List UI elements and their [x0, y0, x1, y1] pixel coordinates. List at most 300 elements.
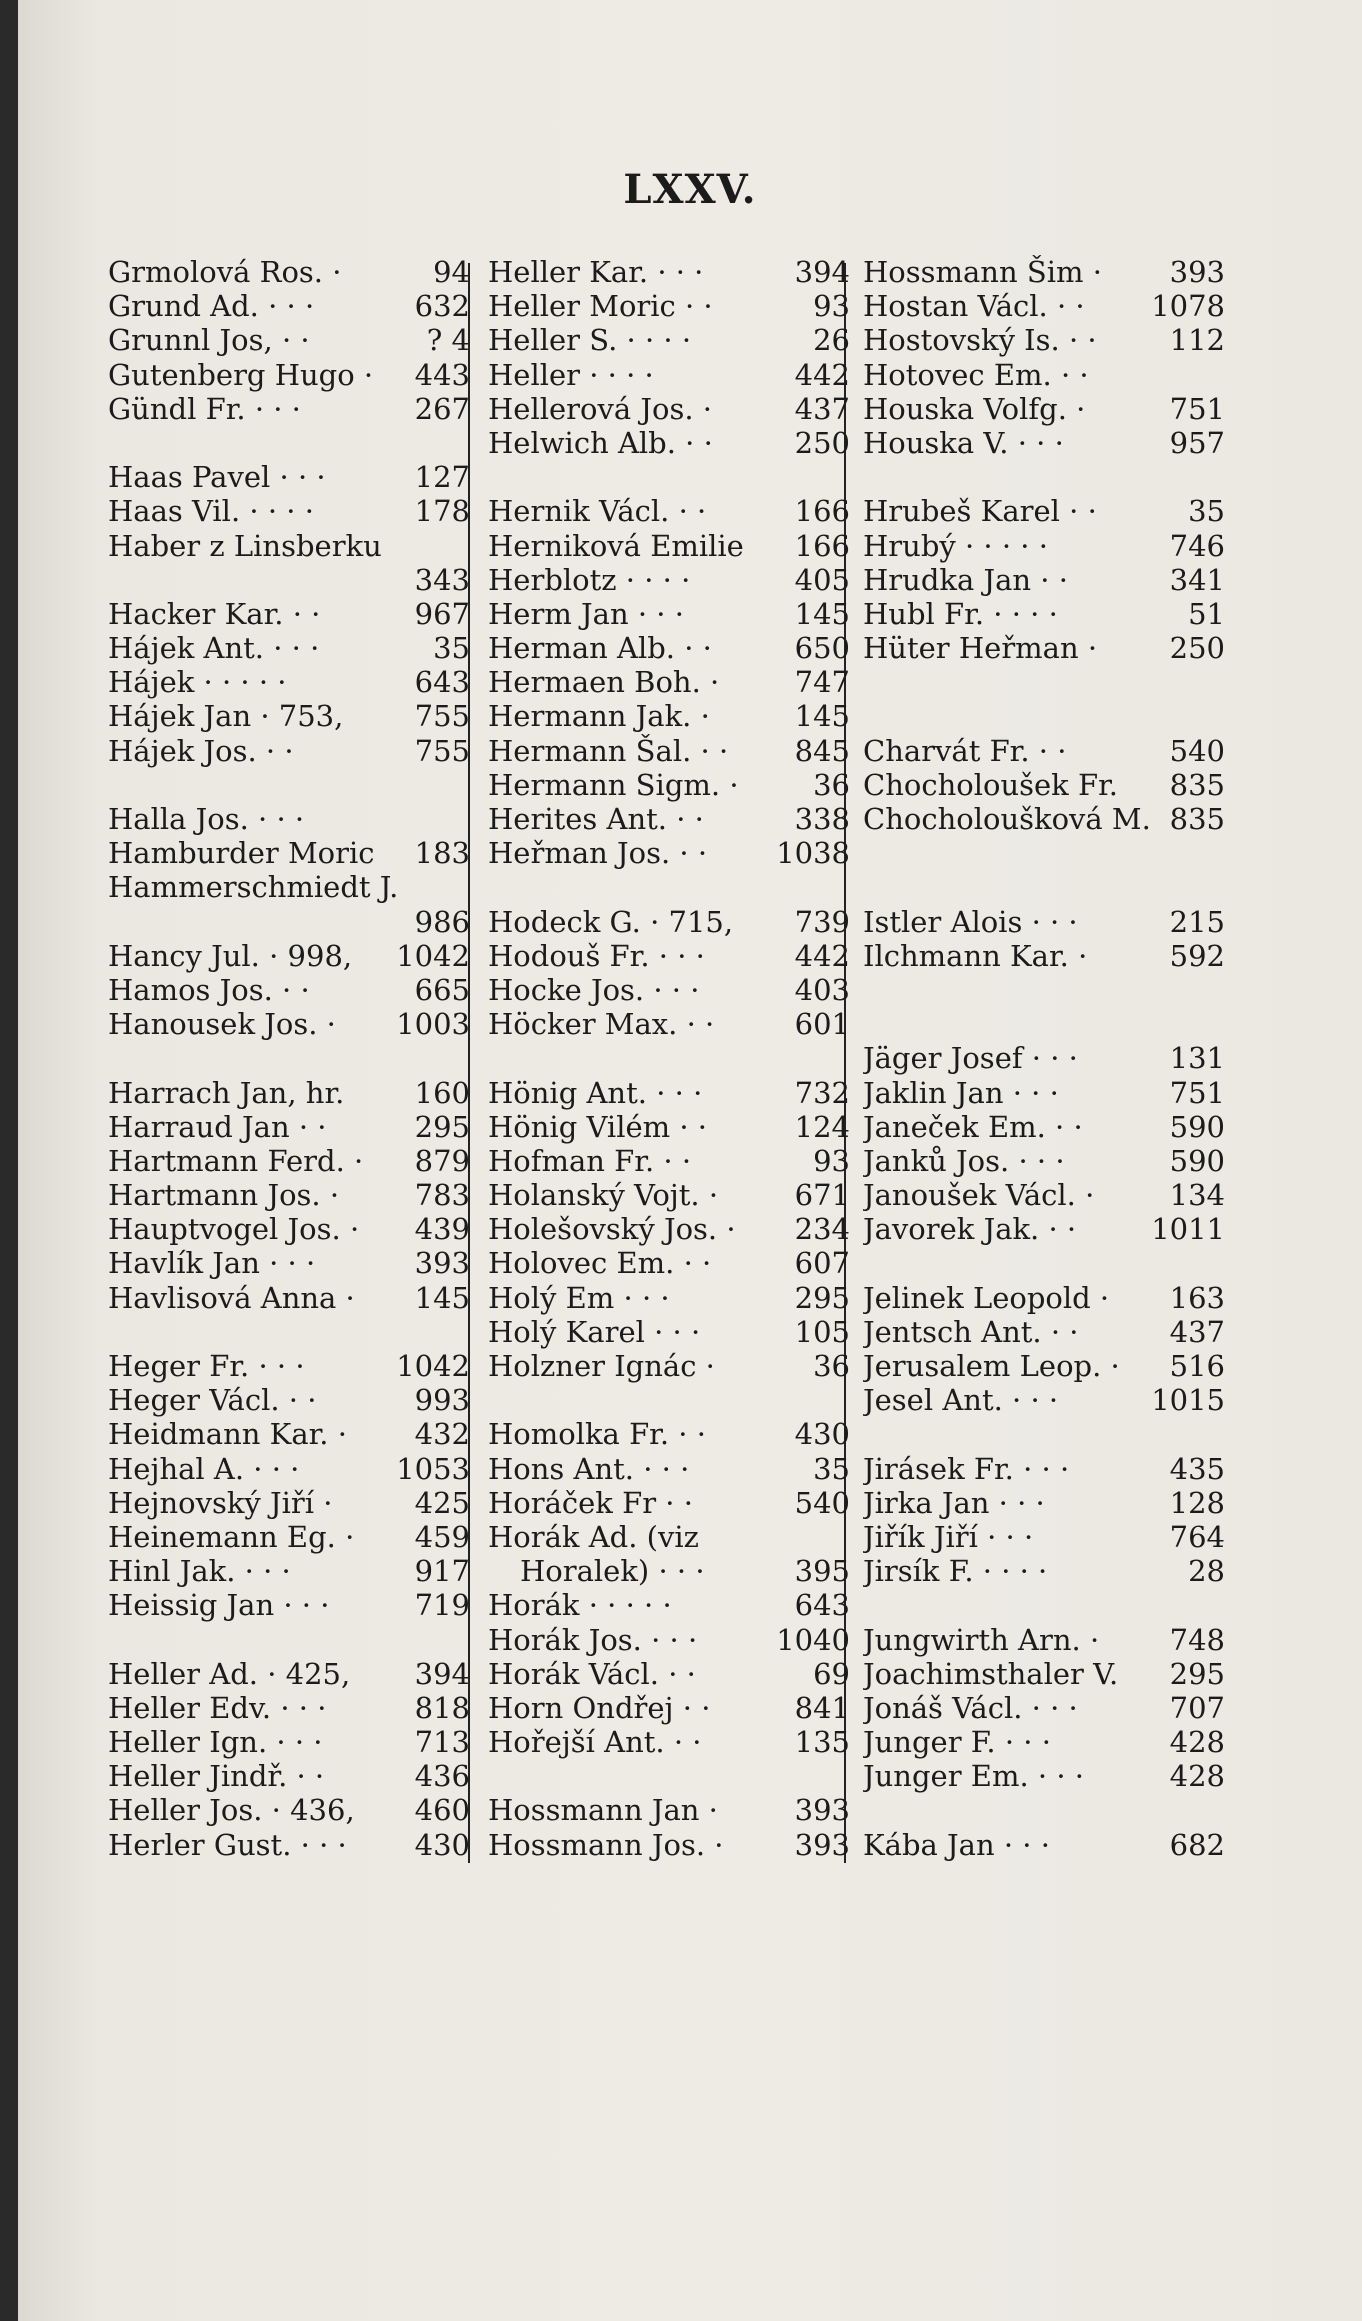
- entry-name: Javorek Jak. · ·: [863, 1212, 1077, 1247]
- entry-name: Houska V. · · ·: [863, 425, 1064, 460]
- index-entry: [488, 529, 850, 563]
- entry-pages: 124: [794, 1109, 850, 1144]
- entry-name: Herman Alb. · ·: [488, 631, 712, 666]
- entry-pages: 112: [1169, 323, 1225, 358]
- entry-name: Heger Václ. · ·: [108, 1383, 317, 1418]
- index-entry: [108, 1144, 470, 1178]
- index-entry: [863, 323, 1225, 357]
- entry-name: Hüter Heřman ·: [863, 631, 1098, 666]
- index-entry: [488, 665, 850, 699]
- index-page: [18, 0, 1362, 2321]
- index-entry: [108, 1452, 470, 1486]
- entry-name: Heger Fr. · · ·: [108, 1349, 305, 1383]
- entry-gap: [863, 460, 1225, 494]
- entry-pages: 343: [414, 562, 470, 597]
- entry-name: Heller Edv. · · ·: [108, 1690, 327, 1725]
- index-entry: [488, 1828, 850, 1862]
- entry-name: Holý Em · · ·: [488, 1280, 670, 1315]
- entry-pages: 755: [414, 733, 470, 768]
- entry-gap: [863, 1246, 1225, 1280]
- index-entry: [863, 426, 1225, 460]
- entry-gap: [863, 870, 1225, 904]
- index-entry: [488, 1315, 850, 1349]
- index-entry: [488, 426, 850, 460]
- entry-name: Jentsch Ant. · ·: [863, 1314, 1079, 1349]
- entry-name: Hellerová Jos. ·: [488, 391, 712, 426]
- entry-name: Hacker Kar. · ·: [108, 596, 321, 631]
- index-entry: [488, 1691, 850, 1725]
- entry-pages: 732: [794, 1075, 850, 1110]
- entry-name: Harraud Jan · ·: [108, 1109, 327, 1144]
- entry-gap: [108, 768, 470, 802]
- index-column-2: [488, 255, 850, 1862]
- entry-pages: 403: [794, 972, 850, 1007]
- index-entry: [108, 734, 470, 768]
- index-entry: [108, 1246, 470, 1280]
- entry-pages: 35: [1188, 494, 1225, 529]
- entry-name: Heller Jindř. · ·: [108, 1759, 325, 1794]
- entry-pages: 166: [794, 494, 850, 529]
- entry-name: Herm Jan · · ·: [488, 596, 684, 631]
- entry-name: Jirsík F. · · · ·: [863, 1554, 1048, 1589]
- entry-name: Herniková Emilie: [488, 528, 744, 563]
- entry-name: Charvát Fr. · ·: [863, 733, 1067, 768]
- entry-gap: [863, 1417, 1225, 1451]
- index-entry: [488, 905, 850, 939]
- entry-name: Hostan Václ. · ·: [863, 289, 1085, 324]
- entry-name: Horák Ad. (viz: [488, 1519, 699, 1554]
- entry-name: Janků Jos. · · ·: [863, 1143, 1065, 1178]
- index-column-3: [863, 255, 1225, 1862]
- entry-name: Heinemann Eg. ·: [108, 1519, 355, 1554]
- entry-name: Hauptvogel Jos. ·: [108, 1212, 360, 1247]
- entry-pages: 295: [414, 1109, 470, 1144]
- index-entry: [863, 1657, 1225, 1691]
- entry-name: Hamos Jos. · ·: [108, 972, 310, 1007]
- entry-name: Hermann Jak. ·: [488, 699, 710, 734]
- entry-name: Hinl Jak. · · ·: [108, 1554, 291, 1589]
- entry-name: Hořejší Ant. · ·: [488, 1725, 702, 1760]
- entry-gap: [108, 1041, 470, 1075]
- entry-name: Hejhal A. · · ·: [108, 1451, 300, 1486]
- entry-name: Heller S. · · · ·: [488, 323, 692, 358]
- entry-pages: 665: [414, 972, 470, 1007]
- entry-pages: 428: [1169, 1759, 1225, 1794]
- index-entry: [108, 1076, 470, 1110]
- entry-pages: 1042: [396, 938, 470, 973]
- index-entry: [108, 1349, 470, 1383]
- index-entry: [108, 699, 470, 733]
- entry-pages: 993: [414, 1383, 470, 1418]
- entry-name: Hofman Fr. · ·: [488, 1143, 692, 1178]
- entry-name: Horák Václ. · ·: [488, 1656, 696, 1691]
- entry-pages: 393: [794, 1827, 850, 1862]
- entry-name: Jonáš Václ. · · ·: [863, 1690, 1078, 1725]
- index-entry: [863, 494, 1225, 528]
- entry-pages: 436: [414, 1759, 470, 1794]
- entry-pages: 435: [1169, 1451, 1225, 1486]
- entry-pages: 632: [414, 289, 470, 324]
- entry-gap: [488, 870, 850, 904]
- index-entry: [863, 802, 1225, 836]
- index-entry: [108, 323, 470, 357]
- entry-pages: 516: [1169, 1349, 1225, 1383]
- entry-pages: 93: [813, 1143, 850, 1178]
- entry-pages: 764: [1169, 1519, 1225, 1554]
- entry-pages: 643: [794, 1588, 850, 1623]
- entry-name: Heidmann Kar. ·: [108, 1417, 347, 1452]
- entry-name: Jaklin Jan · · ·: [863, 1075, 1059, 1110]
- index-entry: [863, 1725, 1225, 1759]
- index-entry: [108, 1793, 470, 1827]
- entry-gap: [108, 1315, 470, 1349]
- entry-name: Hrubeš Karel · ·: [863, 494, 1097, 529]
- entry-name: Heller Jos. · 436,: [108, 1793, 355, 1828]
- entry-name: Gutenberg Hugo ·: [108, 357, 374, 392]
- index-entry: [863, 1110, 1225, 1144]
- index-entry: [108, 939, 470, 973]
- index-entry: [488, 1007, 850, 1041]
- entry-name: Heissig Jan · · ·: [108, 1588, 330, 1623]
- index-entry: [108, 870, 470, 904]
- index-entry: [108, 597, 470, 631]
- entry-pages: 835: [1169, 767, 1225, 802]
- entry-gap: [863, 699, 1225, 733]
- index-entry: [863, 392, 1225, 426]
- entry-name: Holanský Vojt. ·: [488, 1178, 719, 1213]
- index-entry: [863, 1759, 1225, 1793]
- entry-pages: 26: [813, 323, 850, 358]
- index-entry: [863, 1554, 1225, 1588]
- entry-pages: 650: [794, 631, 850, 666]
- index-entry: [488, 1520, 850, 1554]
- entry-name: Grunnl Jos, · ·: [108, 323, 310, 358]
- index-entry: [108, 563, 470, 597]
- entry-pages: 643: [414, 665, 470, 700]
- entry-name: Heller Moric · ·: [488, 289, 713, 324]
- entry-name: Haas Pavel · · ·: [108, 460, 326, 495]
- entry-name: Halla Jos. · · ·: [108, 802, 305, 836]
- entry-pages: 183: [414, 836, 470, 871]
- index-entry: [108, 289, 470, 323]
- entry-pages: 428: [1169, 1725, 1225, 1760]
- entry-pages: 295: [794, 1280, 850, 1315]
- index-entry: [108, 973, 470, 1007]
- entry-name: Hossmann Jos. ·: [488, 1827, 724, 1862]
- entry-name: Heller · · · ·: [488, 357, 654, 392]
- entry-pages: 707: [1169, 1690, 1225, 1725]
- index-entry: [108, 460, 470, 494]
- index-entry: [108, 255, 470, 289]
- entry-name: Holešovský Jos. ·: [488, 1212, 736, 1247]
- entry-pages: 460: [414, 1793, 470, 1828]
- entry-name: Grmolová Ros. ·: [108, 255, 342, 289]
- entry-name: Hermann Sigm. ·: [488, 767, 739, 802]
- index-entry: [488, 973, 850, 1007]
- entry-pages: 755: [414, 699, 470, 734]
- entry-name: Jirka Jan · · ·: [863, 1485, 1045, 1520]
- entry-name: Janoušek Václ. ·: [863, 1178, 1095, 1213]
- entry-pages: 917: [414, 1554, 470, 1589]
- index-entry: [863, 734, 1225, 768]
- index-entry: [108, 1725, 470, 1759]
- entry-pages: 739: [794, 904, 850, 939]
- index-entry: [863, 1315, 1225, 1349]
- entry-pages: 437: [794, 391, 850, 426]
- entry-name: Heřman Jos. · ·: [488, 836, 708, 871]
- entry-pages: 601: [794, 1007, 850, 1042]
- entry-name: Haas Vil. · · · ·: [108, 494, 314, 529]
- index-entry: [488, 1212, 850, 1246]
- entry-name: Jerusalem Leop. ·: [863, 1349, 1120, 1383]
- entry-pages: 607: [794, 1246, 850, 1281]
- entry-pages: 405: [794, 562, 850, 597]
- entry-name: Hubl Fr. · · · ·: [863, 596, 1058, 631]
- entry-pages: 682: [1169, 1827, 1225, 1862]
- entry-name: Hermann Šal. · ·: [488, 733, 729, 768]
- entry-pages: 818: [414, 1690, 470, 1725]
- entry-pages: 35: [813, 1451, 850, 1486]
- entry-pages: 442: [794, 938, 850, 973]
- entry-name: Hossmann Šim ·: [863, 255, 1102, 289]
- index-entry: [488, 836, 850, 870]
- entry-pages: 986: [414, 904, 470, 939]
- entry-pages: 393: [1169, 255, 1225, 289]
- entry-name: Homolka Fr. · ·: [488, 1417, 706, 1452]
- index-entry: [108, 1281, 470, 1315]
- entry-pages: 748: [1169, 1622, 1225, 1657]
- index-entry: [488, 768, 850, 802]
- book-binding: [0, 0, 18, 2321]
- entry-pages: 394: [794, 255, 850, 289]
- entry-pages: 338: [794, 802, 850, 836]
- entry-pages: 1078: [1151, 289, 1225, 324]
- index-entry: [108, 1657, 470, 1691]
- index-entry: [488, 1144, 850, 1178]
- entry-pages: 713: [414, 1725, 470, 1760]
- index-entry: [108, 1588, 470, 1622]
- index-entry: [488, 734, 850, 768]
- index-entry: [863, 1486, 1225, 1520]
- entry-pages: 134: [1169, 1178, 1225, 1213]
- entry-pages: 145: [794, 596, 850, 631]
- index-entry: [108, 1691, 470, 1725]
- index-entry: [108, 1759, 470, 1793]
- index-entry: [863, 563, 1225, 597]
- index-entry: [863, 1144, 1225, 1178]
- index-entry: [108, 392, 470, 426]
- index-entry: [863, 289, 1225, 323]
- index-entry: [488, 1110, 850, 1144]
- entry-pages: 145: [414, 1280, 470, 1315]
- index-entry: [863, 1691, 1225, 1725]
- entry-name: Horalek) · · ·: [520, 1554, 705, 1589]
- entry-name: Hostovský Is. · ·: [863, 323, 1097, 358]
- entry-pages: 746: [1169, 528, 1225, 563]
- entry-pages: 295: [1169, 1656, 1225, 1691]
- entry-gap: [863, 1588, 1225, 1622]
- entry-pages: 393: [414, 1246, 470, 1281]
- entry-pages: 835: [1169, 802, 1225, 836]
- entry-name: Hodeck G. · 715,: [488, 904, 734, 939]
- index-entry: [863, 1383, 1225, 1417]
- entry-pages: 957: [1169, 425, 1225, 460]
- index-entry: [108, 494, 470, 528]
- entry-name: Holovec Em. · ·: [488, 1246, 712, 1281]
- index-entry: [488, 494, 850, 528]
- index-entry: [863, 1212, 1225, 1246]
- index-entry: [488, 1076, 850, 1110]
- entry-name: Haber z Linsberku: [108, 528, 382, 563]
- entry-pages: 35: [433, 631, 470, 666]
- entry-pages: 783: [414, 1178, 470, 1213]
- entry-name: Junger F. · · ·: [863, 1725, 1051, 1760]
- index-entry: [863, 1349, 1225, 1383]
- entry-name: Herites Ant. · ·: [488, 802, 704, 836]
- index-column-1: [108, 255, 470, 1862]
- index-entry: [863, 768, 1225, 802]
- index-entry: [108, 905, 470, 939]
- index-entry: [108, 836, 470, 870]
- entry-name: Herler Gust. · · ·: [108, 1827, 347, 1862]
- entry-pages: 437: [1169, 1314, 1225, 1349]
- entry-name: Havlík Jan · · ·: [108, 1246, 316, 1281]
- index-entry: [863, 1076, 1225, 1110]
- entry-name: Hartmann Ferd. ·: [108, 1143, 364, 1178]
- entry-name: Hodouš Fr. · · ·: [488, 938, 705, 973]
- index-entry: [108, 1417, 470, 1451]
- entry-pages: 234: [794, 1212, 850, 1247]
- index-entry: [488, 1554, 850, 1588]
- index-entry: [488, 1452, 850, 1486]
- entry-pages: 394: [414, 1656, 470, 1691]
- entry-pages: 127: [414, 460, 470, 495]
- entry-gap: [108, 1623, 470, 1657]
- entry-gap: [863, 1007, 1225, 1041]
- index-entry: [108, 1212, 470, 1246]
- index-entry: [108, 1486, 470, 1520]
- index-entry: [108, 1383, 470, 1417]
- entry-pages: 163: [1169, 1280, 1225, 1315]
- entry-pages: 1038: [776, 836, 850, 871]
- entry-name: Jäger Josef · · ·: [863, 1041, 1078, 1076]
- index-entry: [488, 1623, 850, 1657]
- index-entry: [488, 289, 850, 323]
- index-entry: [488, 255, 850, 289]
- entry-gap: [488, 1041, 850, 1075]
- index-entry: [108, 529, 470, 563]
- entry-pages: 845: [794, 733, 850, 768]
- index-entry: [108, 802, 470, 836]
- entry-name: Havlisová Anna ·: [108, 1280, 355, 1315]
- entry-name: Hájek Jan · 753,: [108, 699, 344, 734]
- entry-gap: [488, 460, 850, 494]
- entry-name: Heller Ad. · 425,: [108, 1656, 351, 1691]
- index-entry: [863, 1520, 1225, 1554]
- index-entry: [863, 255, 1225, 289]
- entry-name: Hernik Václ. · ·: [488, 494, 707, 529]
- index-entry: [863, 597, 1225, 631]
- entry-gap: [863, 973, 1225, 1007]
- entry-pages: 36: [813, 1349, 850, 1383]
- entry-pages: 439: [414, 1212, 470, 1247]
- entry-pages: 841: [794, 1690, 850, 1725]
- entry-pages: 131: [1169, 1041, 1225, 1076]
- entry-name: Horáček Fr · ·: [488, 1485, 693, 1520]
- index-entry: [488, 802, 850, 836]
- index-entry: [108, 1828, 470, 1862]
- entry-pages: 250: [794, 425, 850, 460]
- entry-name: Horák Jos. · · ·: [488, 1622, 698, 1657]
- index-entry: [488, 1486, 850, 1520]
- index-entry: [488, 1246, 850, 1280]
- entry-gap: [863, 665, 1225, 699]
- entry-pages: 341: [1169, 562, 1225, 597]
- entry-name: Houska Volfg. ·: [863, 391, 1086, 426]
- entry-name: Heller Kar. · · ·: [488, 255, 704, 289]
- entry-name: Hönig Ant. · · ·: [488, 1075, 703, 1110]
- entry-name: Chocholoušková M.: [863, 802, 1151, 836]
- entry-name: Hrudka Jan · ·: [863, 562, 1068, 597]
- index-entry: [488, 631, 850, 665]
- entry-name: Istler Alois · · ·: [863, 904, 1078, 939]
- entry-name: Hotovec Em. · ·: [863, 357, 1089, 392]
- index-entry: [108, 1554, 470, 1588]
- page-number: LXXV.: [623, 166, 757, 213]
- entry-name: Horn Ondřej · ·: [488, 1690, 711, 1725]
- entry-pages: 395: [794, 1554, 850, 1589]
- index-entry: [488, 323, 850, 357]
- entry-name: Jungwirth Arn. ·: [863, 1622, 1100, 1657]
- entry-name: Herblotz · · · ·: [488, 562, 691, 597]
- entry-pages: 1053: [396, 1451, 470, 1486]
- entry-pages: 393: [794, 1793, 850, 1828]
- index-entry: [863, 1623, 1225, 1657]
- entry-gap: [863, 1793, 1225, 1827]
- index-entry: [863, 905, 1225, 939]
- index-entry: [488, 1725, 850, 1759]
- entry-pages: 51: [1188, 596, 1225, 631]
- entry-name: Holzner Ignác ·: [488, 1349, 715, 1383]
- entry-name: Junger Em. · · ·: [863, 1759, 1084, 1794]
- entry-name: Horák · · · · ·: [488, 1588, 672, 1623]
- index-entry: [488, 358, 850, 392]
- entry-name: Heller Ign. · · ·: [108, 1725, 323, 1760]
- entry-name: Hájek Jos. · ·: [108, 733, 294, 768]
- entry-name: Hrubý · · · · ·: [863, 528, 1048, 563]
- index-entry: [488, 563, 850, 597]
- entry-name: Grund Ad. · · ·: [108, 289, 315, 324]
- entry-pages: 267: [414, 391, 470, 426]
- entry-name: Hejnovský Jiří ·: [108, 1485, 333, 1520]
- index-entry: [488, 699, 850, 733]
- entry-pages: 540: [1169, 733, 1225, 768]
- entry-pages: 442: [794, 357, 850, 392]
- entry-name: Joachimsthaler V.: [863, 1656, 1119, 1691]
- entry-pages: 145: [794, 699, 850, 734]
- entry-name: Chocholoušek Fr.: [863, 767, 1118, 802]
- index-entry: [488, 1349, 850, 1383]
- entry-pages: 967: [414, 596, 470, 631]
- entry-pages: 751: [1169, 391, 1225, 426]
- index-entry: [488, 597, 850, 631]
- entry-pages: 430: [794, 1417, 850, 1452]
- entry-name: Helwich Alb. · ·: [488, 425, 713, 460]
- entry-name: Hons Ant. · · ·: [488, 1451, 690, 1486]
- entry-name: Kába Jan · · ·: [863, 1827, 1050, 1862]
- index-entry: [108, 631, 470, 665]
- index-entry: [863, 631, 1225, 665]
